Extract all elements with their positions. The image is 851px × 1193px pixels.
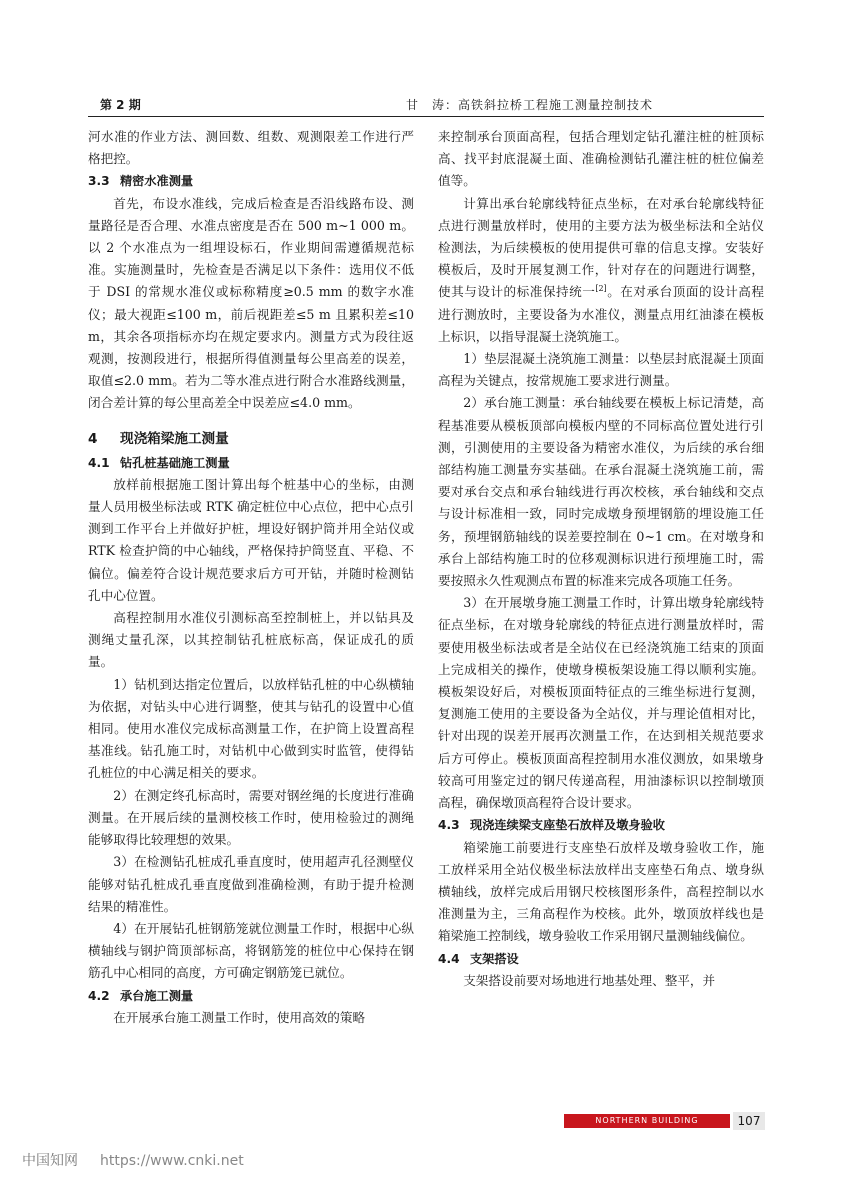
left-column xyxy=(88,126,414,1029)
right-column xyxy=(438,126,764,992)
paragraph: 1）垫层混凝土浇筑施工测量：以垫层封底混凝土顶面高程为关键点，按常规施工要求进行测量。 xyxy=(438,351,764,389)
page-number: 107 xyxy=(732,1112,765,1130)
section-heading-4-2: 4.2 承台施工测量 xyxy=(88,988,194,1003)
section-heading-4-1: 4.1 钻孔桩基础施工测量 xyxy=(88,455,230,470)
paragraph: 放样前根据施工图计算出每个桩基中心的坐标，由测量人员用极坐标法或 RTK 确定桩位中心点位，把中心点引测到工作平台上并做好护桩，埋设好钢护筒并用全站仪或 RTK 检查护筒的中心轴线，严格保持护筒竖直、平稳、不偏位。偏差符合设计规范要求后方可开钻，并随时检测钻孔中心位置。 xyxy=(88,476,414,603)
paragraph: 首先，布设水准线，完成后检查是否沿线路布设、测量路径是否合理、水准点密度是否在 500 m~1 000 m。以 2 个水准点为一组埋设标石，作业期间需遵循规范标准。实施测量时，先检查是否满足以下条件：选用仪不低于 DSI 的常规水准仪或标称精度≥0.5 mm 的数字水准仪；最大视距≤100 m，前后视距差≤5 m 且累积差≤10 m，其余各项指标亦均在规定要求内。测量方式为段往返观测，按测段进行，根据所得值测量每公里高差的误差，取值≤2.0 mm。若为二等水准点进行附合水准路线测量，闭合差计算的每公里高差全中误差应≤4.0 mm。 xyxy=(88,195,414,411)
paragraph: 1）钻机到达指定位置后，以放样钻孔桩的中心纵横轴为依据，对钻头中心进行调整，使其与钻孔的设置中心值相同。使用水准仪完成标高测量工作，在护筒上设置高程基准线。钻孔施工时，对钻机中心做到实时监管，使得钻孔桩位的中心满足相关的要求。 xyxy=(88,676,414,781)
paragraph: 3）在检测钻孔桩成孔垂直度时，使用超声孔径测壁仪能够对钻孔桩成孔垂直度做到准确检测，有助于提升检测结果的精准性。 xyxy=(88,854,414,914)
paragraph: 4）在开展钻孔桩钢筋笼就位测量工作时，根据中心纵横轴线与钢护筒顶部标高，将钢筋笼的桩位中心保持在钢筋孔中心相同的高度，方可确定钢筋笼已就位。 xyxy=(88,920,414,981)
cnki-watermark xyxy=(22,1150,244,1170)
journal-name-bar: NORTHERN BUILDING xyxy=(564,1114,730,1128)
paragraph: 箱梁施工前要进行支座垫石放样及墩身验收工作，施工放样采用全站仪极坐标法放样出支座垫石角点、墩身纵横轴线，放样完成后用钢尺校核图形条件，高程控制以水准测量为主，三角高程作为校核。此外，墩顶放样线也是箱梁施工控制线，墩身验收工作采用钢尺量测轴线偏位。 xyxy=(438,839,764,944)
running-header xyxy=(88,92,764,117)
section-heading-3-3: 3.3 精密水准测量 xyxy=(88,174,194,189)
citation-ref[interactable]: [2] xyxy=(595,284,607,294)
paragraph: 来控制承台顶面高程，包括合理划定钻孔灌注桩的桩顶标高、找平封底混凝土面、准确检测钻孔灌注桩的桩位偏差值等。 xyxy=(438,129,764,189)
paragraph: 支架搭设前要对场地进行地基处理、整平，并 xyxy=(463,972,716,988)
paragraph: 高程控制用水准仪引测标高至控制桩上，并以钻具及测绳丈量孔深，以其控制钻孔桩底标高，保证成孔的质量。 xyxy=(88,610,414,670)
paragraph: 2）承台施工测量：承台轴线要在模板上标记清楚，高程基准要从模板顶部向模板内壁的不同标高位置处进行引测，引测使用的主要设备为精密水准仪，为后续的承台细部结构施工测量夯实基础。在承台混凝土浇筑施工前，需要对承台交点和承台轴线进行再次校核，承台轴线和交点与设计标准相一致，同时完成墩身预埋钢筋的埋设施工任务，预埋钢筋轴线的误差要控制在 0~1 cm。在对墩身和承台上部结构施工时的位移观测标识进行预埋施工时，需要按照永久性观测点布置的标准来完成各项施工任务。 xyxy=(438,395,764,589)
paragraph: 河水准的作业方法、测回数、组数、观测限差工作进行严格把控。 xyxy=(88,129,414,167)
section-heading-4: 4 现浇箱梁施工测量 xyxy=(88,430,229,447)
watermark-brand: 中国知网 xyxy=(22,1153,78,1169)
paragraph: 计算出承台轮廓线特征点坐标，在对承台轮廓线特征点进行测量放样时，使用的主要方法为极坐标法和全站仪检测法，为后续模板的使用提供可靠的信息支撑。安装好模板后，及时开展复测工作，针对存在的问题进行调整，使其与设计的标准保持统一[2]。在对承台顶面的设计高程进行测放时，主要设备为水准仪，测量点用红油漆在模板上标识，以指导混凝土浇筑施工。 xyxy=(438,195,765,344)
section-heading-4-3: 4.3 现浇连续梁支座垫石放样及墩身验收 xyxy=(438,818,665,833)
watermark-url[interactable]: https://www.cnki.net xyxy=(100,1153,244,1169)
paragraph: 3）在开展墩身施工测量工作时，计算出墩身轮廓线特征点坐标，在对墩身轮廓线的特征点进行测量放样时，需要使用极坐标法或者是全站仪在已经浇筑施工结束的顶面上完成相关的操作，使墩身模板架设施工得以顺利实施。模板架设好后，对模板顶面特征点的三维坐标进行复测，复测施工使用的主要设备为全站仪，并与理论值相对比，针对出现的误差开展再次测量工作，在达到相关规范要求后方可停止。模板顶面高程控制用水准仪测放，如果墩身较高可用鉴定过的钢尺传递高程，用油漆标识以控制墩顶高程，确保墩顶高程符合设计要求。 xyxy=(438,595,764,811)
paragraph: 在开展承台施工测量工作时，使用高效的策略 xyxy=(113,1009,366,1025)
running-title: 甘 涛：高铁斜拉桥工程施工测量控制技术 xyxy=(406,98,654,112)
issue-number: 第 2 期 xyxy=(100,98,141,112)
paragraph: 2）在测定终孔标高时，需要对钢丝绳的长度进行准确测量。在开展后续的量测校核工作时，使用检验过的测绳能够取得比较理想的效果。 xyxy=(88,787,414,848)
section-heading-4-4: 4.4 支架搭设 xyxy=(438,951,519,966)
